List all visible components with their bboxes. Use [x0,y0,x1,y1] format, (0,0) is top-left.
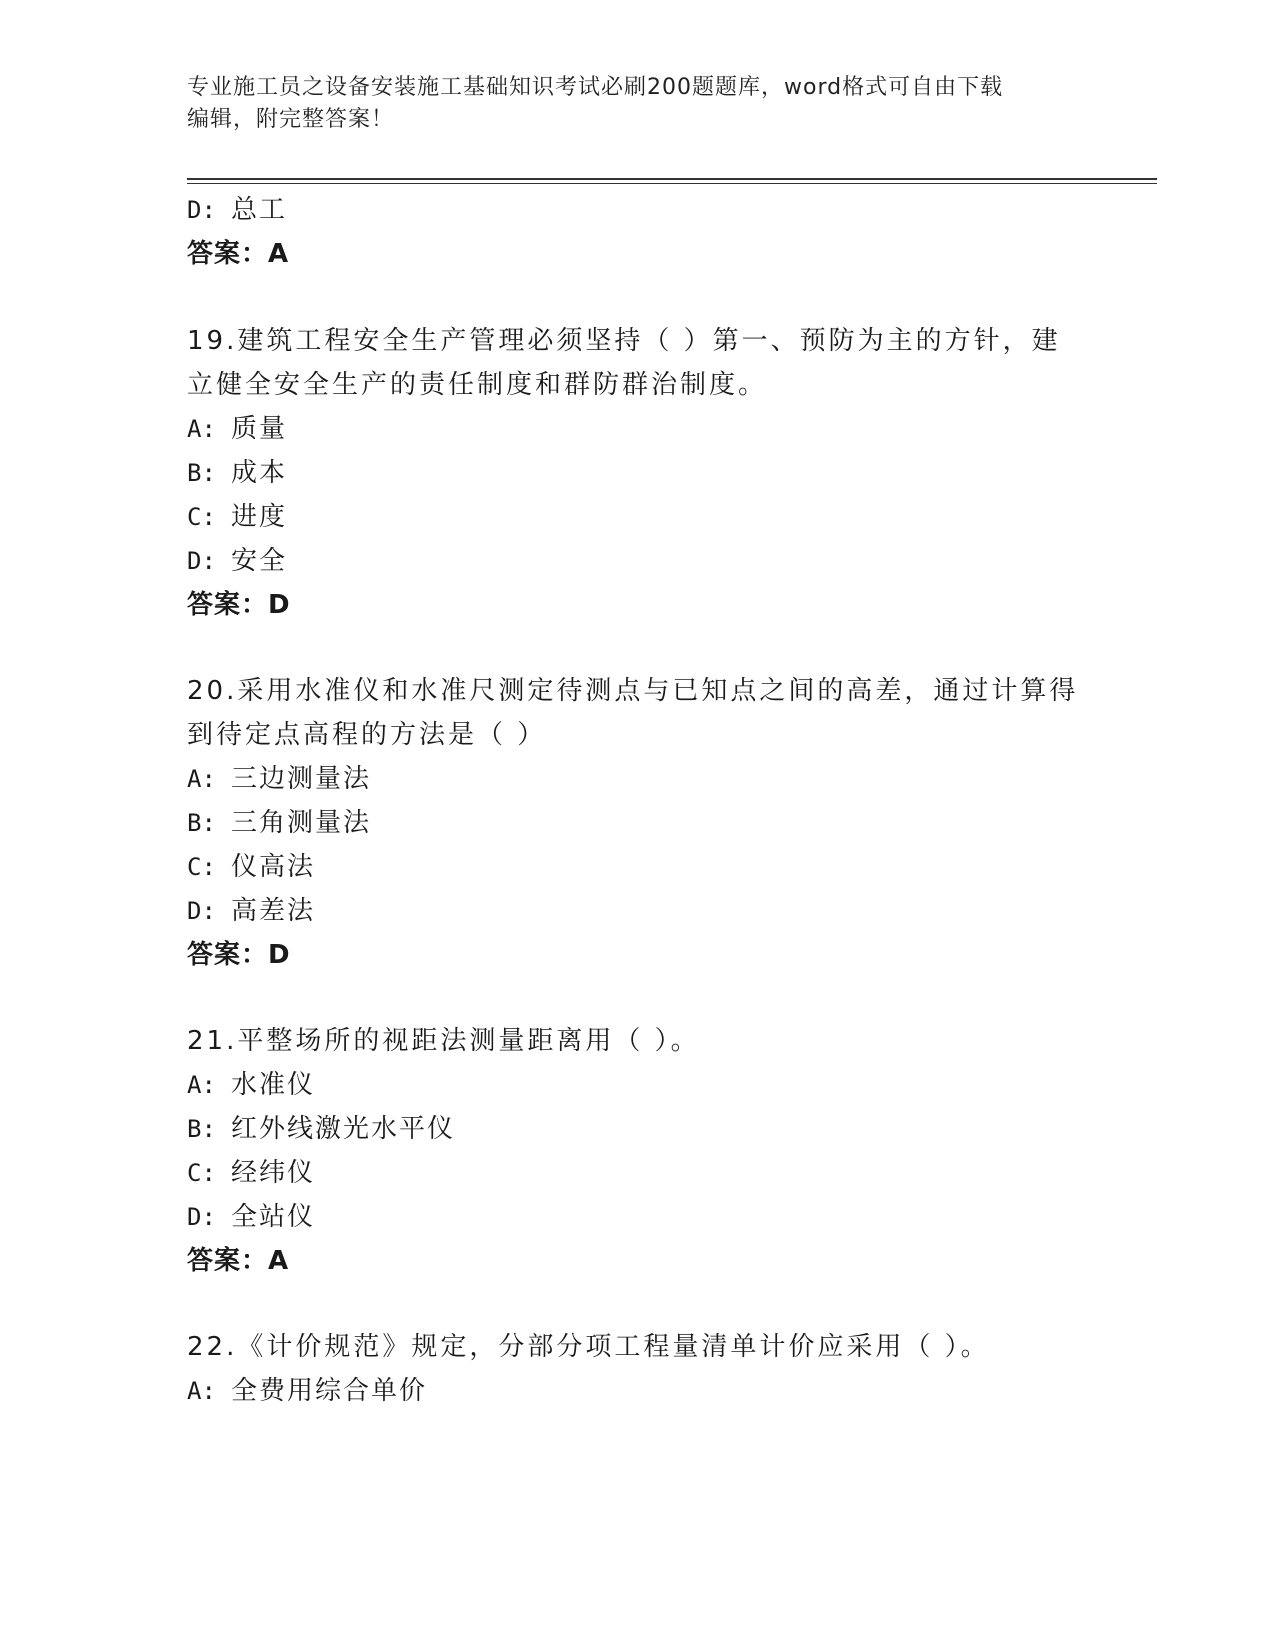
option-text: 安全 [231,546,288,576]
option-text: 红外线激光水平仪 [231,1114,456,1144]
option-text: 全费用综合单价 [231,1376,428,1406]
question-20-answer: 答案：D [187,940,291,970]
option-text: 进度 [231,502,288,532]
option-letter: B: [187,459,216,487]
option-letter: C: [187,503,216,531]
option-letter: A: [187,415,216,443]
question-20-option-d [187,894,315,928]
option-text: 全站仪 [231,1202,316,1232]
question-20-line-2: 到待定点高程的方法是（ ） [187,720,547,750]
option-text: 三边测量法 [231,764,372,794]
option-text: 成本 [231,458,288,488]
header-title-line-1: 专业施工员之设备安装施工基础知识考试必刷200题题库，word格式可自由下载 [187,75,1004,100]
option-text: 质量 [231,414,288,444]
option-letter: D: [187,196,216,224]
question-22-option-a [187,1374,427,1408]
question-22-line-1: 22.《计价规范》规定，分部分项工程量清单计价应采用（ ）。 [187,1332,990,1362]
question-21-line-1: 21.平整场所的视距法测量距离用（ ）。 [187,1026,700,1056]
question-19-answer: 答案：D [187,590,291,620]
option-text: 总工 [231,195,288,225]
question-21-option-a [187,1068,315,1102]
question-20-option-b [187,806,371,840]
option-letter: A: [187,1071,216,1099]
question-19-option-d [187,544,287,578]
option-letter: D: [187,897,216,925]
option-text: 三角测量法 [231,808,372,838]
option-text: 仪高法 [231,852,316,882]
question-19-option-b [187,456,287,490]
answer-line: 答案：A [187,239,290,269]
question-20-option-a [187,762,371,796]
question-21-option-d [187,1200,315,1234]
option-letter: C: [187,853,216,881]
question-20-option-c [187,850,315,884]
option-letter: B: [187,1115,216,1143]
option-letter: B: [187,809,216,837]
option-text: 水准仪 [231,1070,316,1100]
option-d [187,193,287,227]
option-letter: D: [187,547,216,575]
question-20-line-1: 20.采用水准仪和水准尺测定待测点与已知点之间的高差，通过计算得 [187,676,1079,706]
option-letter: A: [187,765,216,793]
question-21-answer: 答案：A [187,1246,290,1276]
document-header [187,72,1077,136]
question-19-option-a [187,412,287,446]
option-text: 高差法 [231,896,316,926]
option-letter: C: [187,1159,216,1187]
header-title-line-2: 编辑，附完整答案！ [187,107,395,132]
header-divider-thin [187,183,1157,184]
question-19-option-c [187,500,287,534]
option-letter: A: [187,1377,216,1405]
question-19-line-2: 立健全安全生产的责任制度和群防群治制度。 [187,370,768,400]
question-21-option-c [187,1156,315,1190]
option-letter: D: [187,1203,216,1231]
header-divider-thick [187,178,1157,180]
question-21-option-b [187,1112,455,1146]
question-19-line-1: 19.建筑工程安全生产管理必须坚持（ ）第一、预防为主的方针，建 [187,326,1061,356]
option-text: 经纬仪 [231,1158,316,1188]
